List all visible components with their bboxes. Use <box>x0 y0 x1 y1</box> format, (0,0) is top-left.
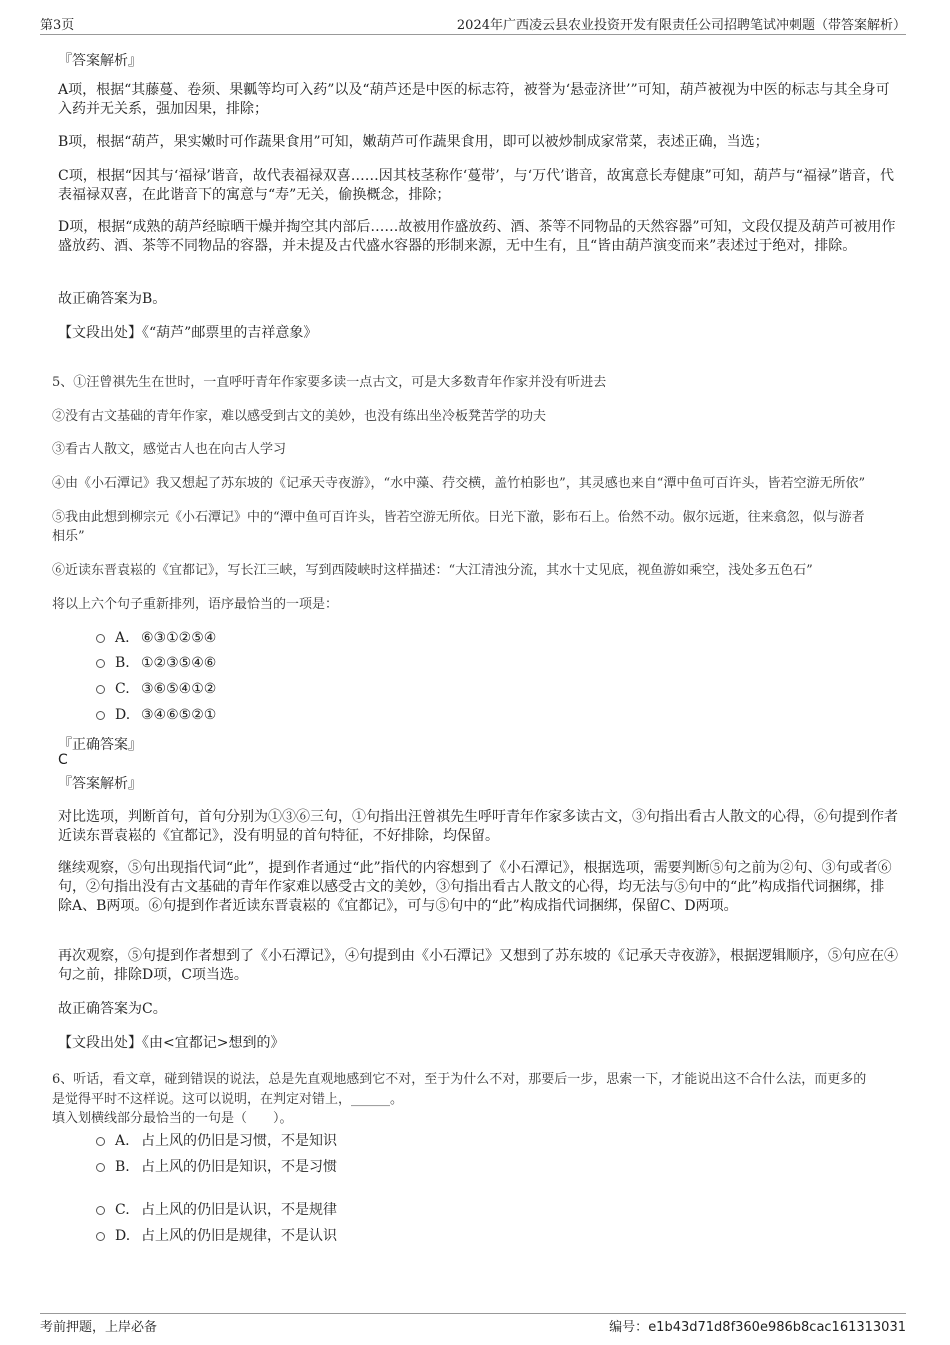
radio-icon[interactable] <box>96 711 105 720</box>
q6-stem-line-1: 6、听话，看文章，碰到错误的说法，总是先直观地感到它不对，至于为什么不对，那要后一步，思索一下，才能说出这不合什么法，而更多的 <box>52 1072 867 1087</box>
radio-icon[interactable] <box>96 1206 105 1215</box>
q6-option-c[interactable]: C. 占上风的仍旧是认识，不是规律 <box>96 1199 337 1219</box>
q5-sentence-2: ②没有古文基础的青年作家，难以感受到古文的美妙，也没有练出坐冷板凳苦学的功夫 <box>52 409 547 424</box>
document-title: 2024年广西凌云县农业投资开发有限责任公司招聘笔试冲刺题（带答案解析） <box>456 18 906 33</box>
q4-source: 【文段出处】《“葫芦”邮票里的吉祥意象》 <box>58 325 318 341</box>
q5-analysis-heading: 『答案解析』 <box>58 776 142 792</box>
q5-prompt: 将以上六个句子重新排列，语序最恰当的一项是： <box>52 597 339 612</box>
q4-conclusion: 故正确答案为B。 <box>58 291 167 307</box>
q5-sentence-5-cont: 相乐” <box>52 529 85 544</box>
q5-analysis-p1: 对比选项，判断首句，首句分别为①③⑥三句，①句指出汪曾祺先生呼吁青年作家多读古文，③句指出看古人散文的心得，⑥句提到作者近读东晋袁崧的《宜都记》，没有明显的首句特征，不好排除，均保留。 <box>58 809 898 844</box>
footer-slogan: 考前押题，上岸必备 <box>40 1320 158 1335</box>
q5-analysis-p3: 再次观察，⑤句提到作者想到了《小石潭记》，④句提到由《小石潭记》又想到了苏东坡的《记承天寺夜游》，根据逻辑顺序，⑤句应在④句之前，排除D项，C项当选。 <box>58 948 898 983</box>
q5-option-a[interactable]: A. ⑥③①②⑤④ <box>96 630 216 646</box>
q4-analysis-d: D项，根据“成熟的葫芦经晾晒干燥并掏空其内部后……故被用作盛放药、酒、茶等不同物品的天然容器”可知，文段仅提及葫芦可被用作盛放药、酒、茶等不同物品的容器，并未提及古代盛水容器的形制来源，无中生有，且“皆由葫芦演变而来”表述过于绝对，排除。 <box>58 219 896 254</box>
q5-option-b[interactable]: B. ①②③⑤④⑥ <box>96 655 216 671</box>
radio-icon[interactable] <box>96 685 105 694</box>
q4-analysis-heading: 『答案解析』 <box>58 53 142 69</box>
q6-option-d[interactable]: D. 占上风的仍旧是规律，不是认识 <box>96 1225 337 1245</box>
q6-option-b[interactable]: B. 占上风的仍旧是知识，不是习惯 <box>96 1156 337 1176</box>
radio-icon[interactable] <box>96 1232 105 1241</box>
radio-icon[interactable] <box>96 1163 105 1172</box>
radio-icon[interactable] <box>96 1137 105 1146</box>
q5-sentence-1: 5、①汪曾祺先生在世时，一直呼吁青年作家要多读一点古文，可是大多数青年作家并没有听进去 <box>52 375 607 390</box>
radio-icon[interactable] <box>96 634 105 643</box>
q5-conclusion: 故正确答案为C。 <box>58 1001 167 1017</box>
q5-sentence-5: ⑤我由此想到柳宗元《小石潭记》中的“潭中鱼可百许头，皆若空游无所依。日光下澈，影布石上。佁然不动。俶尔远逝，往来翕忽，似与游者 <box>52 510 865 525</box>
document-id: 编号：e1b43d71d8f360e986b8cac161313031 <box>609 1320 906 1335</box>
q5-option-d[interactable]: D. ③④⑥⑤②① <box>96 707 216 723</box>
q5-answer: C <box>58 752 68 768</box>
q5-analysis-p2: 继续观察，⑤句出现指代词“此”，提到作者通过“此”指代的内容想到了《小石潭记》，根据选项，需要判断⑤句之前为②句、③句或者⑥句，②句指出没有古文基础的青年作家难以感受古文的美妙，③句指出看古人散文的心得，均无法与⑤句中的“此”构成指代词捆绑，排除A、B两项。⑥句提到作者近读东晋袁崧的《宜都记》，可与⑤句中的“此”构成指代词捆绑，保留C、D两项。 <box>58 860 892 914</box>
q5-sentence-6: ⑥近读东晋袁崧的《宜都记》，写长江三峡，写到西陵峡时这样描述：“大江清浊分流，其水十丈见底，视鱼游如乘空，浅处多五色石” <box>52 563 813 578</box>
q5-source: 【文段出处】《由<宜都记>想到的》 <box>58 1035 285 1051</box>
q5-sentence-4: ④由《小石潭记》我又想起了苏东坡的《记承天寺夜游》，“水中藻、荇交横，盖竹柏影也”，其灵感也来自“潭中鱼可百许头，皆若空游无所依” <box>52 476 866 491</box>
radio-icon[interactable] <box>96 659 105 668</box>
page-header <box>40 14 906 35</box>
q6-option-a[interactable]: A. 占上风的仍旧是习惯，不是知识 <box>96 1130 337 1150</box>
q6-stem-line-2: 是觉得平时不这样说。这可以说明，在判定对错上，______。 <box>52 1092 404 1107</box>
q5-option-c[interactable]: C. ③⑥⑤④①② <box>96 681 216 697</box>
q5-sentence-3: ③看古人散文，感觉古人也在向古人学习 <box>52 442 287 457</box>
q4-analysis-c: C项，根据“因其与‘福禄’谐音，故代表福禄双喜……因其枝茎称作‘蔓带’，与‘万代’谐音，故寓意长寿健康”可知，葫芦与“福禄”谐音，代表福禄双喜，在此谐音下的寓意与“寿”无关，偷换概念，排除； <box>58 168 895 203</box>
q4-analysis-a: A项，根据“其藤蔓、卷须、果瓤等均可入药”以及“葫芦还是中医的标志符，被誉为‘悬壶济世’”可知，葫芦被视为中医的标志与其全身可入药并无关系，强加因果，排除； <box>58 82 890 117</box>
q6-prompt: 填入划横线部分最恰当的一句是（ ）。 <box>52 1111 293 1126</box>
page-number: 第3页 <box>40 18 75 33</box>
q4-analysis-b: B项，根据“葫芦，果实嫩时可作蔬果食用”可知，嫩葫芦可作蔬果食用，即可以被炒制成家常菜，表述正确，当选； <box>58 134 769 150</box>
q5-answer-heading: 『正确答案』 <box>58 737 142 753</box>
fill-blank: ______ <box>351 1092 391 1107</box>
page-footer <box>40 1313 906 1338</box>
